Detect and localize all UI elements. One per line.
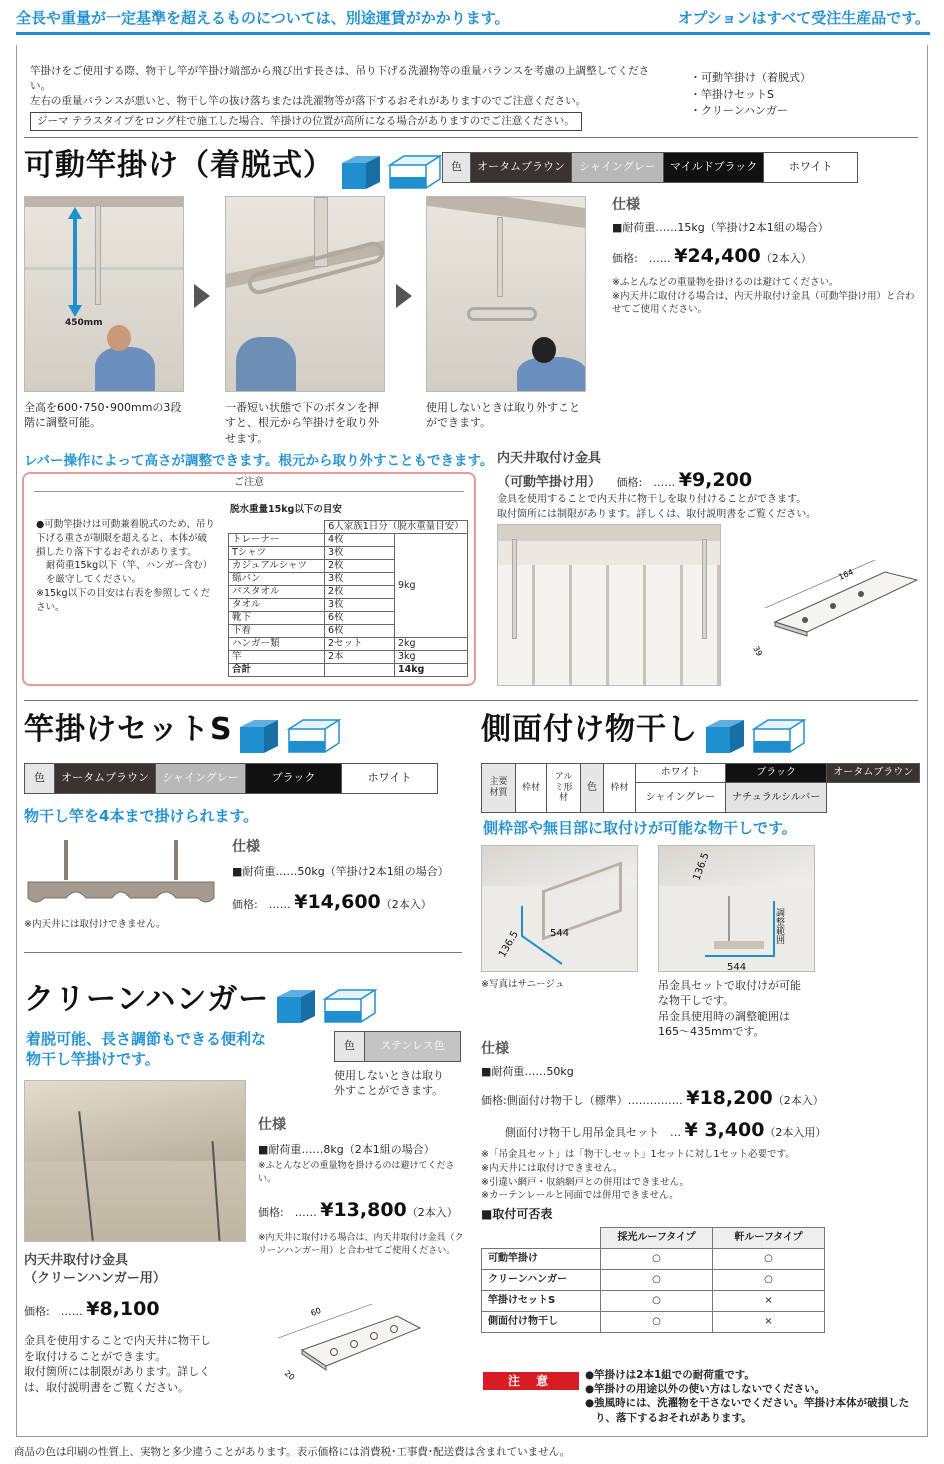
color-stainless: ステンレス色 <box>365 1032 461 1062</box>
hanger-set-price: ¥ 3,400 <box>684 1118 765 1141</box>
availability-table <box>481 1227 825 1333</box>
step-arrow-icon <box>194 284 210 308</box>
sokumen-photo-2 <box>658 845 815 972</box>
clean-price: ¥13,800 <box>320 1198 407 1221</box>
bracket-desc: 金具を使用することで内天井に物干しを取り付けることができます。 <box>497 494 807 506</box>
saokake-note: ※内天井には取付けできません。 <box>24 919 166 930</box>
color-autumn-brown: オータムブラウン <box>827 764 920 783</box>
sokumen-photo-1 <box>481 845 638 972</box>
saokake-title: 竿掛けセットS <box>24 712 233 747</box>
intro-note-box: ジーマ テラスタイプをロング柱で施工した場合、竿掛けの位置が高所になる場合がありますのでご注意ください。 <box>30 112 582 131</box>
caution-box <box>22 472 476 686</box>
color-autumn-brown: オータムブラウン <box>471 153 572 183</box>
spec-title: 仕様 <box>258 1117 286 1133</box>
color-shine-gray: シャイングレー <box>636 783 726 813</box>
clean-title-row <box>24 980 378 1025</box>
sokumen-lead: 側枠部や無目部に取付けが可能な物干しです。 <box>483 819 797 837</box>
weight-table-title: 脱水重量15kg以下の目安 <box>230 504 342 515</box>
color-shine-gray: シャイングレー <box>156 764 246 794</box>
availability-title: ■取付可否表 <box>481 1207 553 1221</box>
table-row: クリーンハンガー ○ ○ <box>482 1270 825 1291</box>
dim-label: 調整範囲 <box>774 908 784 944</box>
kado-photo-removed <box>426 196 586 392</box>
color-natural-silver: ナチュラルシルバー <box>726 783 827 813</box>
saokake-price: ¥14,600 <box>294 890 381 913</box>
table-row: タオル 3枚 <box>229 599 468 612</box>
price-label: 価格: …… <box>616 475 676 489</box>
sokumen-price: ¥18,200 <box>686 1086 773 1109</box>
spec-title: 仕様 <box>232 839 260 855</box>
option-item: ・クリーンハンガー <box>690 104 789 117</box>
spec-note: ※カーテンレールと同面では併用できません。 <box>481 1190 679 1202</box>
spec-note: ※内天井に取付ける場合は、内天井取付け金具（ク <box>258 1232 464 1243</box>
kado-caption-3: 使用しないときは取り外すことができます。 <box>426 401 580 430</box>
caution-line: ●可動竿掛けは可動兼着脱式のため、吊り下げる重さが制限を超えると、本体が破損したり落下するおそれがあります。 <box>36 519 215 558</box>
table-row: 竿 2本 3kg <box>229 651 468 664</box>
spec-title: 仕様 <box>481 1041 509 1057</box>
table-row: 竿掛けセットS ○ × <box>482 1291 825 1312</box>
bracket-dim: 20 <box>282 1368 297 1383</box>
photo-note: ※写真はサニージュ <box>481 979 565 990</box>
kado-photo-detach <box>225 196 385 392</box>
sokumen-caption: 吊金具セットで取付けが可能 な物干しです。 吊金具使用時の調整範囲は 165〜435mmです。 <box>658 979 801 1039</box>
bracket-desc: 金具を使用することで内天井に物干し を取付けることができます。 取付箇所には制限があります。詳しく は、取付説明書をご覧ください。 <box>24 1334 211 1394</box>
bracket-dim: 164 <box>837 567 855 582</box>
clean-remove-note: 使用しないときは取り 外すことができます。 <box>334 1069 444 1098</box>
price-label: 価格: …… <box>232 897 291 911</box>
kado-photo-adjust <box>24 196 184 392</box>
bracket-dim: 60 <box>309 1305 323 1318</box>
table-row-total: 合計 14kg <box>229 664 468 677</box>
color-mild-black: マイルドブラック <box>664 153 764 183</box>
step-arrow-icon <box>396 284 412 308</box>
spec-note: ※内天井に取付ける場合は、内天井取付け金具（可動竿掛け用）と合わせてご使用ください。 <box>612 290 915 316</box>
bracket-dim: 39 <box>751 644 765 658</box>
weight-table-header: 6人家族1日分（脱水重量目安） <box>325 521 468 534</box>
sokumen-color-table: 主要材質 枠材 アルミ形材 色 枠材 ホワイト ブラック オータムブラウン シャイングレー ナチュラルシルバー <box>481 763 920 813</box>
color-black: ブラック <box>246 764 342 794</box>
col-header: 軒ルーフタイプ <box>713 1228 825 1249</box>
option-list <box>690 70 811 120</box>
clean-bracket-diagram <box>272 1298 432 1388</box>
table-row: 靴下 6枚 <box>229 612 468 625</box>
color-black: ブラック <box>726 764 827 783</box>
price-label: 価格: …… <box>258 1205 317 1219</box>
spec-note: ※内天井には取付けできません。 <box>481 1162 623 1174</box>
kado-spec <box>612 196 922 317</box>
saokake-spec <box>232 838 472 918</box>
header-bar <box>16 8 930 28</box>
dim-label: 136.5 <box>691 851 712 883</box>
bracket-photo <box>497 524 721 686</box>
intro-line: 左右の重量バランスが悪いと、物干し竿の抜け落ちまたは洗濯物等が落下するおそれがありますのでご注意ください。 <box>30 95 587 108</box>
bracket-subtitle: （可動竿掛け用） <box>497 474 602 490</box>
kado-caption-2: 一番短い状態で下のボタンを押すと、根元から竿掛けを取り外せます。 <box>225 401 379 445</box>
price-label: 価格: …… <box>24 1305 83 1319</box>
weight-table <box>228 520 468 677</box>
color-shine-gray: シャイングレー <box>572 153 664 183</box>
spec-load: ■耐荷重……50kg（竿掛け2本1組の場合） <box>232 864 449 878</box>
bracket-title: 内天井取付け金具 <box>497 451 602 466</box>
clean-photo <box>24 1080 246 1242</box>
header-order-note: オプションはすべて受注生産品です。 <box>677 9 930 27</box>
color-autumn-brown: オータムブラウン <box>55 764 156 794</box>
terrace-type-icon <box>338 153 384 191</box>
spec-note: ※「吊金具セット」は「物干しセット」1セットに対し1セット必要です。 <box>481 1149 795 1161</box>
kado-title: 可動竿掛け（着脱式） <box>24 148 334 183</box>
warning-label: 注 意 <box>483 1372 579 1390</box>
price-label: 価格: …… <box>612 251 671 265</box>
header-freight-note: 全長や重量が一定基準を超えるものについては、別途運賃がかかります。 <box>16 9 510 27</box>
color-label: 色 <box>335 1032 365 1062</box>
table-row: ハンガー類 2セット 2kg <box>229 638 468 651</box>
color-white: ホワイト <box>764 153 858 183</box>
clean-title: クリーンハンガー <box>24 982 270 1017</box>
color-white: ホワイト <box>636 764 726 783</box>
bracket-price: ¥8,100 <box>86 1298 160 1321</box>
caution-title: ご注意 <box>234 477 264 488</box>
divider <box>24 700 918 701</box>
intro-line: 竿掛けをご使用する際、物干し竿が竿掛け端部から飛び出す長さは、吊り下げる洗濯物等の重量バランスを考慮の上調整してください。 <box>30 65 650 93</box>
header-rule <box>16 32 930 35</box>
spec-note: ※ふとんなどの重量物を掛けるのは避けてください。 <box>612 276 839 288</box>
roof-type-icon <box>751 717 807 755</box>
dim-label: 544 <box>550 928 570 939</box>
color-white: ホワイト <box>342 764 438 794</box>
sokumen-spec <box>481 1040 921 1203</box>
price-label: 側面付け物干し用吊金具セット … <box>505 1125 681 1139</box>
roof-type-icon <box>387 153 443 191</box>
table-row: 綿パン 3枚 <box>229 573 468 586</box>
bracket-diagram <box>745 560 925 660</box>
saokake-product-image <box>26 840 216 912</box>
kado-color-table <box>442 152 858 183</box>
table-row: 可動竿掛け ○ ○ <box>482 1249 825 1270</box>
sokumen-title-row <box>481 710 807 755</box>
spec-load: ■耐荷重……15kg（竿掛け2本1組の場合） <box>612 220 829 234</box>
sokumen-title: 側面付け物干し <box>481 712 698 747</box>
bracket-title: 内天井取付け金具 <box>24 1253 129 1268</box>
table-row: 下着 6枚 <box>229 625 468 638</box>
kado-dim-label: 450mm <box>65 318 103 328</box>
kado-title-row <box>24 146 443 191</box>
table-row: トレーナー 4枚 9kg <box>229 534 468 547</box>
spec-load: ■耐荷重……50kg <box>481 1064 574 1078</box>
terrace-type-icon <box>702 717 748 755</box>
bracket-subtitle: （クリーンハンガー用） <box>24 1270 166 1286</box>
spec-load: ■耐荷重……8kg（2本1組の場合） <box>258 1142 435 1156</box>
kado-bracket <box>497 450 917 522</box>
kado-price: ¥24,400 <box>674 244 761 267</box>
caution-line: ※15kg以下の目安は右表を参照してください。 <box>36 587 211 613</box>
price-unit: （2本入） <box>380 897 432 911</box>
roof-type-icon <box>322 987 378 1025</box>
saokake-lead: 物干し竿を4本まで掛けられます。 <box>24 807 259 825</box>
footer-note: 商品の色は印刷の性質上、実物と多少違うことがあります。表示価格には消費税･工事費･配送費は含まれていません。 <box>14 1446 571 1458</box>
spec-note: ※引違い網戸・収納網戸との併用はできません。 <box>481 1176 690 1188</box>
price-label: 価格:側面付け物干し（標準）…………… <box>481 1093 683 1107</box>
price-unit: （2本入） <box>406 1205 458 1219</box>
col-header: 採光ルーフタイプ <box>601 1228 713 1249</box>
clean-spec <box>258 1116 468 1258</box>
spec-note: リーンハンガー用）と合わせてご使用ください。 <box>258 1246 456 1257</box>
divider <box>24 952 462 953</box>
terrace-type-icon <box>236 717 282 755</box>
color-label: 色 <box>443 153 471 183</box>
caution-line: 耐荷重15kg以下（竿、ハンガー含む）を厳守してください。 <box>46 560 213 586</box>
warning-text: ●竿掛けは2本1組での耐荷重です。 ●竿掛けの用途以外の使い方はしないでください。 ●強風時には、洗濯物を干さないでください。竿掛け本体が破損した り、落下するおそれがあります。 <box>585 1369 910 1424</box>
caution-text <box>36 518 216 614</box>
group-total: 9kg <box>395 534 468 638</box>
spec-note: ※ふとんなどの重量物を掛けるのは避けてください。 <box>258 1160 455 1184</box>
intro-text <box>30 64 670 131</box>
clean-lead: 着脱可能、長さ調節もできる便利な 物干し竿掛けです。 <box>26 1030 267 1068</box>
price-unit: （2本入用） <box>764 1125 827 1139</box>
kado-lead: レバー操作によって高さが調整できます。根元から取り外すこともできます。 <box>24 453 494 469</box>
table-row: Tシャツ 3枚 <box>229 547 468 560</box>
spec-title: 仕様 <box>612 197 640 213</box>
price-unit: （2本入） <box>760 251 812 265</box>
saokake-color-table <box>24 763 438 794</box>
option-item: ・竿掛けセットS <box>690 87 774 101</box>
bracket-price: ¥9,200 <box>678 468 753 491</box>
kado-caption-1: 全高を600･750･900mmの3段階に調整可能。 <box>24 401 182 430</box>
color-label: 色 <box>25 764 55 794</box>
bracket-desc: 取付箇所には制限があります。詳しくは、取付説明書をご覧ください。 <box>497 508 817 520</box>
option-item: ・可動竿掛け（着脱式） <box>690 71 811 84</box>
dim-label: 544 <box>727 962 747 973</box>
terrace-type-icon <box>273 987 319 1025</box>
table-row: カジュアルシャツ 2枚 <box>229 560 468 573</box>
clean-color-table <box>334 1031 461 1062</box>
divider <box>24 137 918 138</box>
table-row: バスタオル 2枚 <box>229 586 468 599</box>
saokake-title-row <box>24 710 342 755</box>
price-unit: （2本入） <box>772 1093 824 1107</box>
roof-type-icon <box>286 717 342 755</box>
table-row: 側面付け物干し ○ × <box>482 1312 825 1333</box>
clean-bracket <box>24 1252 254 1395</box>
dim-label: 136.5 <box>497 929 521 960</box>
